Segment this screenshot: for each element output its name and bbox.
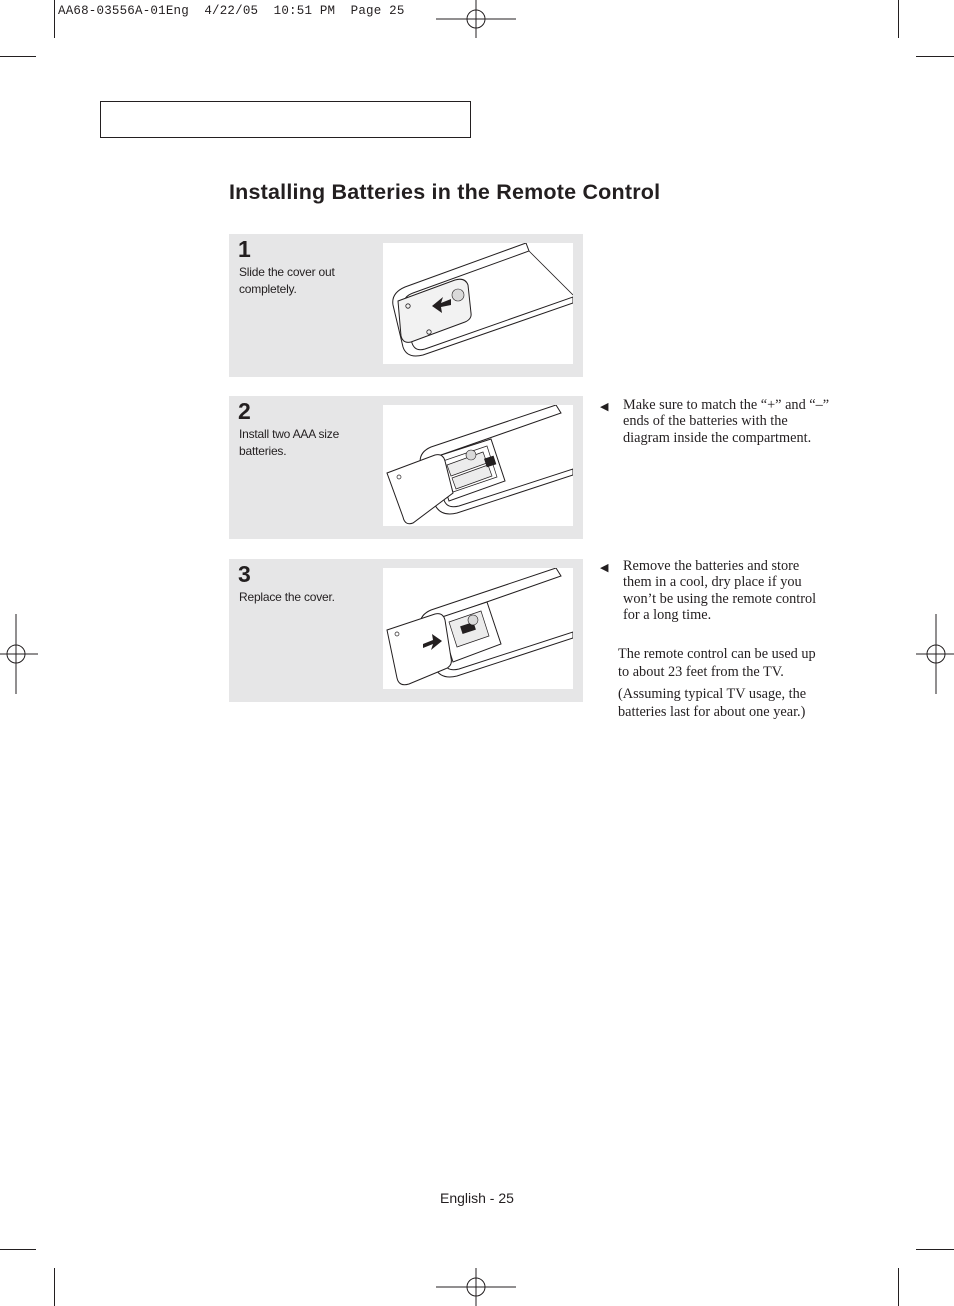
note-bullet-icon: ◀ (600, 401, 609, 413)
step-2-panel (229, 396, 583, 539)
step-number: 3 (238, 561, 251, 587)
note-match-polarity: Make sure to match the “+” and “–” ends of the batteries with the diagram inside the compartment. (623, 397, 830, 446)
note-battery-storage: Remove the batteries and store them in a cool, dry place if you won’t be using the remote control for a long time. (623, 558, 817, 624)
step-instruction: Slide the cover out completely. (239, 265, 335, 296)
note-remote-range: The remote control can be used up to about 23 feet from the TV. (618, 646, 816, 680)
remote-batteries-installed-illustration (383, 405, 573, 526)
section-header-box (100, 101, 471, 138)
page-title: Installing Batteries in the Remote Control (229, 180, 661, 204)
registration-mark-right (916, 614, 954, 694)
print-slug: AA68-03556A-01Eng 4/22/05 10:51 PM Page 25 (58, 4, 405, 18)
note-bullet-icon: ◀ (600, 562, 609, 574)
registration-mark-top (436, 0, 516, 40)
step-3-panel (229, 559, 583, 702)
note-battery-life: (Assuming typical TV usage, the batteries last for about one year.) (618, 686, 807, 720)
step-instruction: Install two AAA size batteries. (239, 427, 340, 458)
remote-cover-replace-illustration (383, 568, 573, 689)
step-instruction: Replace the cover. (239, 590, 335, 604)
step-1-panel (229, 234, 583, 377)
step-number: 1 (238, 236, 251, 262)
remote-cover-slide-out-illustration (383, 243, 573, 364)
page-footer: English - 25 (440, 1190, 514, 1206)
registration-mark-left (0, 614, 38, 694)
step-number: 2 (238, 398, 251, 424)
registration-mark-bottom (436, 1266, 516, 1306)
